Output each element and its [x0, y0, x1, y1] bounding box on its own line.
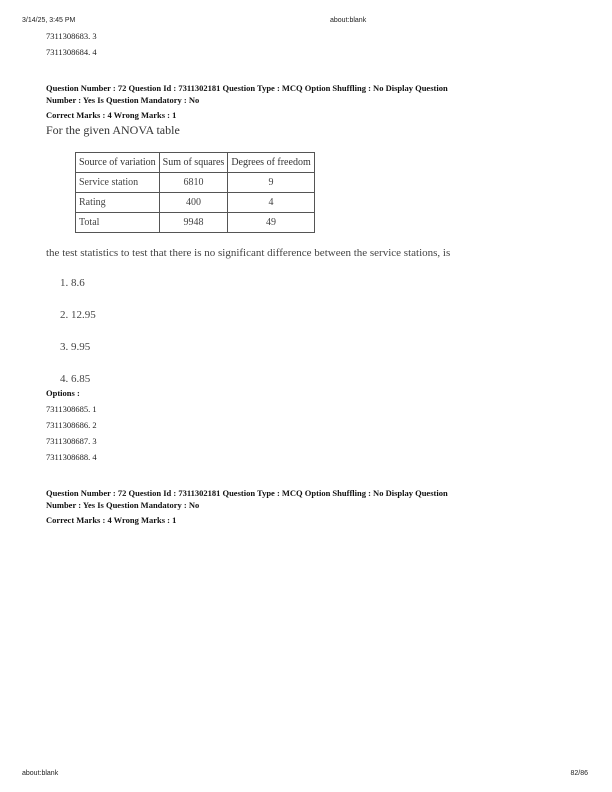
- col-header-degrees-of-freedom: Degrees of freedom: [228, 153, 314, 173]
- question-marks: Correct Marks : 4 Wrong Marks : 1: [46, 110, 177, 120]
- footer-url: about:blank: [22, 770, 59, 777]
- table-cell: Rating: [76, 193, 160, 213]
- question-meta-line2: Number : Yes Is Question Mandatory : No: [46, 95, 200, 105]
- prev-option-id: 7311308684. 4: [46, 47, 97, 57]
- table-cell: 9: [228, 173, 314, 193]
- table-cell: 49: [228, 213, 314, 233]
- question-marks: Correct Marks : 4 Wrong Marks : 1: [46, 515, 177, 525]
- print-url: about:blank: [330, 17, 367, 24]
- col-header-sum-of-squares: Sum of squares: [159, 153, 228, 173]
- question-stem: For the given ANOVA table: [46, 123, 180, 137]
- option-id: 7311308686. 2: [46, 420, 97, 430]
- anova-table: [75, 152, 315, 233]
- table-row: [76, 213, 315, 233]
- question-meta-line1: Question Number : 72 Question Id : 7311302181 Question Type : MCQ Option Shuffling : No Display Question: [46, 83, 448, 93]
- answer-choice: 1. 8.6: [60, 277, 85, 289]
- print-date: 3/14/25, 3:45 PM: [22, 17, 76, 24]
- table-cell: 6810: [159, 173, 228, 193]
- table-header-row: [76, 153, 315, 173]
- col-header-source: Source of variation: [76, 153, 160, 173]
- table-cell: 4: [228, 193, 314, 213]
- option-id: 7311308687. 3: [46, 436, 97, 446]
- table-cell: 400: [159, 193, 228, 213]
- question-meta-line2: Number : Yes Is Question Mandatory : No: [46, 500, 200, 510]
- table-cell: Service station: [76, 173, 160, 193]
- table-row: [76, 193, 315, 213]
- table-row: [76, 173, 315, 193]
- prev-option-id: 7311308683. 3: [46, 31, 97, 41]
- answer-choice: 3. 9.95: [60, 341, 91, 353]
- table-cell: Total: [76, 213, 160, 233]
- answer-choice: 2. 12.95: [60, 309, 96, 321]
- option-id: 7311308685. 1: [46, 404, 97, 414]
- answer-choice: 4. 6.85: [60, 373, 91, 385]
- page-number: 82/86: [570, 770, 588, 777]
- question-meta-line1: Question Number : 72 Question Id : 7311302181 Question Type : MCQ Option Shuffling : No Display Question: [46, 488, 448, 498]
- question-text: the test statistics to test that there is no significant difference between the service stations, is: [46, 247, 451, 259]
- table-cell: 9948: [159, 213, 228, 233]
- option-id: 7311308688. 4: [46, 452, 97, 462]
- options-label: Options :: [46, 388, 80, 398]
